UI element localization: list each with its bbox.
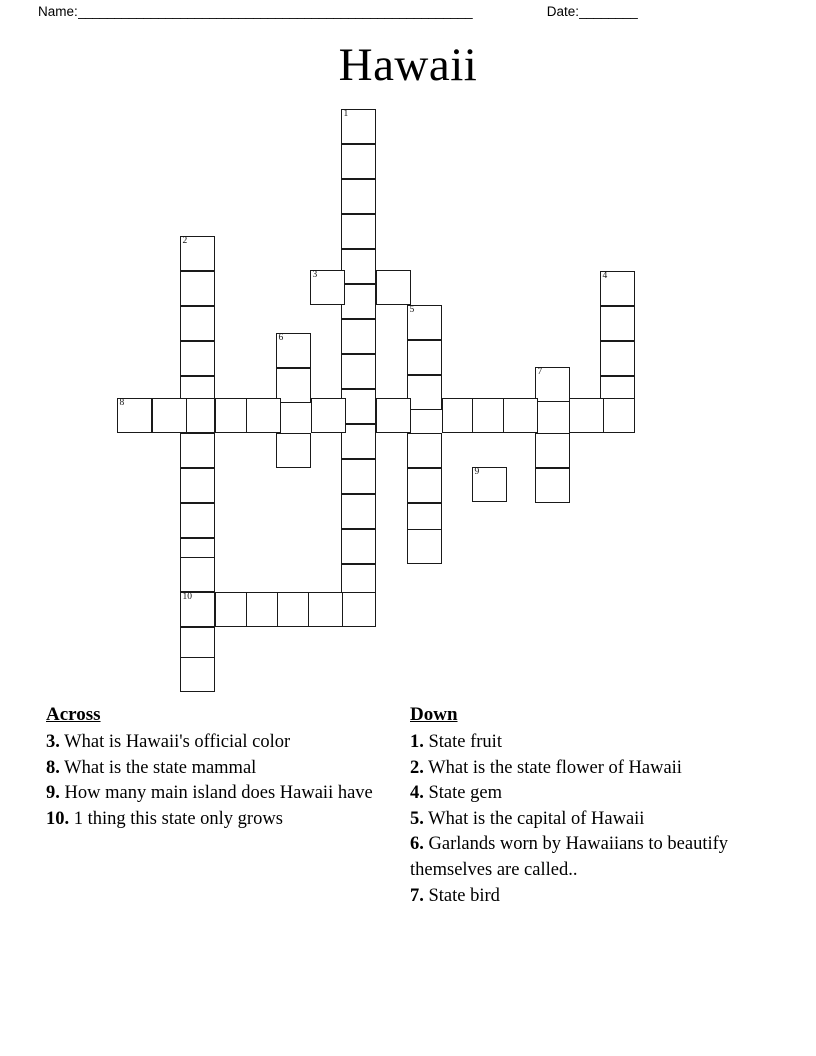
clue-number: 9. [46, 783, 60, 804]
grid-cell[interactable] [180, 557, 215, 592]
grid-cell-numbered-6[interactable] [276, 333, 311, 368]
clue-item [410, 756, 758, 782]
cell-number: 8 [119, 398, 125, 408]
grid-cell[interactable] [276, 368, 311, 403]
cell-number: 9 [474, 467, 480, 477]
grid-cell[interactable] [472, 398, 507, 433]
down-heading: Down [410, 704, 458, 725]
clue-number: 7. [410, 885, 424, 906]
grid-cell[interactable] [215, 398, 250, 433]
grid-cell[interactable] [341, 284, 376, 319]
grid-cell[interactable] [376, 270, 411, 305]
grid-cell[interactable] [341, 319, 376, 354]
clue-text: What is the state flower of Hawaii [423, 757, 682, 778]
grid-cell[interactable] [341, 459, 376, 494]
grid-cell[interactable] [600, 398, 635, 433]
grid-cell[interactable] [246, 592, 281, 627]
grid-cell[interactable] [311, 398, 346, 433]
down-clue-list [410, 730, 758, 909]
grid-cell[interactable] [341, 389, 376, 424]
across-heading: Across [46, 704, 101, 725]
grid-cell[interactable] [341, 179, 376, 214]
clue-number: 4. [410, 783, 424, 804]
grid-cell-numbered-9[interactable] [472, 467, 507, 502]
clue-text: State fruit [423, 732, 502, 752]
grid-cell-numbered-2[interactable] [180, 236, 215, 271]
clue-number: 2. [410, 757, 424, 778]
grid-cell[interactable] [341, 144, 376, 179]
grid-cell[interactable] [246, 398, 281, 433]
clue-text: State bird [423, 885, 500, 906]
grid-cell[interactable] [180, 306, 215, 341]
grid-cell-numbered-8[interactable] [117, 398, 152, 433]
clue-number: 3. [46, 732, 60, 752]
cell-number: 7 [537, 367, 543, 377]
clue-item [410, 884, 758, 910]
grid-cell[interactable] [180, 433, 215, 468]
grid-cell[interactable] [535, 468, 570, 503]
grid-cell[interactable] [407, 375, 442, 410]
grid-cell[interactable] [276, 433, 311, 468]
grid-cell[interactable] [503, 398, 538, 433]
grid-cell[interactable] [277, 592, 312, 627]
clue-number: 6. [410, 834, 424, 855]
clue-item [46, 807, 386, 833]
grid-cell[interactable] [341, 494, 376, 529]
cell-number: 3 [312, 270, 318, 280]
grid-cell-numbered-3[interactable] [310, 270, 345, 305]
clue-item [410, 781, 758, 807]
clue-text: State gem [423, 783, 502, 804]
grid-cell[interactable] [341, 592, 376, 627]
clue-item [46, 781, 386, 807]
cell-number: 6 [278, 333, 284, 343]
clue-item [410, 832, 758, 883]
grid-cell[interactable] [535, 433, 570, 468]
name-label: Name: [38, 4, 78, 19]
clue-number: 5. [410, 808, 424, 829]
date-blank-line[interactable]: ________ [579, 4, 638, 19]
grid-cell[interactable] [407, 340, 442, 375]
clue-item [410, 807, 758, 833]
down-clues-column [410, 702, 758, 909]
grid-cell-numbered-4[interactable] [600, 271, 635, 306]
grid-cell[interactable] [341, 529, 376, 564]
grid-cell[interactable] [308, 592, 343, 627]
grid-cell[interactable] [341, 249, 376, 284]
grid-cell[interactable] [180, 271, 215, 306]
grid-cell[interactable] [407, 468, 442, 503]
name-blank-line[interactable]: ______________________________________________________ [77, 4, 473, 19]
grid-cell[interactable] [341, 354, 376, 389]
clue-item [46, 756, 386, 782]
grid-cell[interactable] [407, 433, 442, 468]
cell-number: 1 [343, 109, 349, 119]
cell-number: 2 [182, 236, 188, 246]
clue-text: What is the capital of Hawaii [423, 808, 645, 829]
clue-item [410, 730, 758, 756]
grid-cell-numbered-10[interactable] [180, 592, 215, 627]
clue-number: 8. [46, 757, 60, 778]
clues-section [0, 702, 816, 1002]
grid-cell-numbered-1[interactable] [341, 109, 376, 144]
clue-text: What is Hawaii's official color [59, 732, 291, 752]
grid-cell-numbered-7[interactable] [535, 367, 570, 402]
grid-cell-numbered-5[interactable] [407, 305, 442, 340]
grid-cell[interactable] [341, 424, 376, 459]
across-clue-list [46, 730, 386, 832]
grid-cell[interactable] [600, 341, 635, 376]
grid-cell[interactable] [569, 398, 604, 433]
grid-cell[interactable] [180, 503, 215, 538]
clue-text: What is the state mammal [59, 757, 257, 778]
page-title: Hawaii [338, 39, 478, 91]
clue-text: Garlands worn by Hawaiians to beautify themselves are called.. [410, 834, 729, 880]
grid-cell[interactable] [341, 214, 376, 249]
cell-number: 10 [182, 592, 192, 602]
cell-number: 4 [602, 271, 608, 281]
grid-cell[interactable] [152, 398, 187, 433]
grid-cell[interactable] [215, 592, 250, 627]
clue-number: 10. [46, 808, 70, 829]
grid-cell[interactable] [180, 341, 215, 376]
grid-cell[interactable] [180, 468, 215, 503]
grid-cell[interactable] [376, 398, 411, 433]
grid-cell[interactable] [407, 529, 442, 564]
clue-text: How many main island does Hawaii have [59, 783, 373, 804]
clue-number: 1. [410, 732, 424, 752]
clue-item [46, 730, 386, 756]
across-clues-column [46, 702, 386, 832]
grid-cell[interactable] [180, 657, 215, 692]
grid-cell[interactable] [600, 306, 635, 341]
clue-text: 1 thing this state only grows [69, 808, 283, 829]
cell-number: 5 [409, 305, 415, 315]
date-label: Date: [546, 4, 580, 19]
